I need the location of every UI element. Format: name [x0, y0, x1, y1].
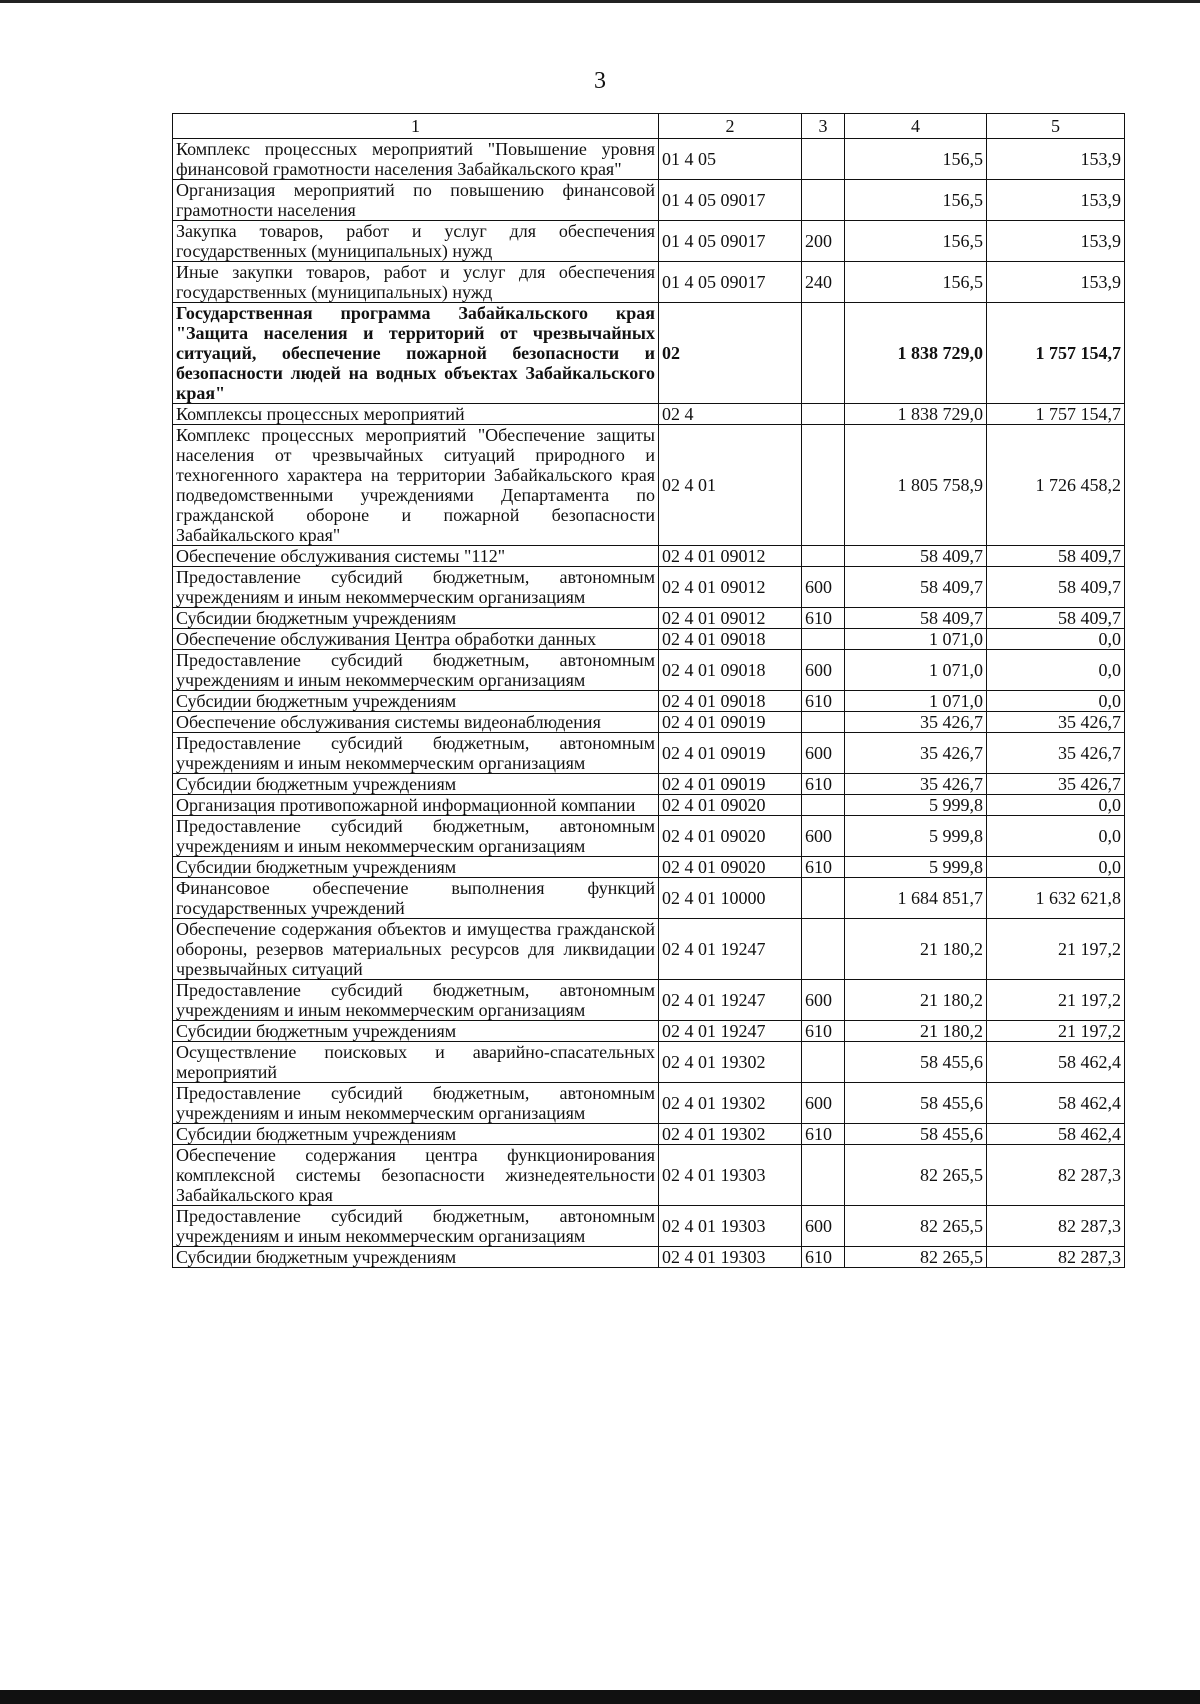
expense-type-code-cell — [802, 180, 845, 221]
table-row — [173, 1247, 1125, 1268]
target-article-code-cell: 01 4 05 09017 — [659, 221, 802, 262]
target-article-code-cell: 02 4 01 — [659, 425, 802, 546]
target-article-code-cell: 01 4 05 09017 — [659, 180, 802, 221]
amount-year-2-cell: 1 757 154,7 — [987, 404, 1125, 425]
table-row — [173, 1206, 1125, 1247]
expense-name-cell: Субсидии бюджетным учреждениям — [173, 774, 659, 795]
table-row — [173, 919, 1125, 980]
amount-year-1-cell: 1 071,0 — [845, 629, 987, 650]
scan-edge-bottom — [0, 1690, 1200, 1704]
amount-year-2-cell: 0,0 — [987, 650, 1125, 691]
expense-type-code-cell — [802, 712, 845, 733]
amount-year-2-cell: 1 632 621,8 — [987, 878, 1125, 919]
target-article-code-cell: 01 4 05 — [659, 139, 802, 180]
amount-year-2-cell: 1 726 458,2 — [987, 425, 1125, 546]
expense-name-cell: Государственная программа Забайкальского края "Защита населения и территорий от чрезвычайных ситуаций, обеспечение пожарной безопасности и безопасности людей на водных объектах Забайкальского края" — [173, 303, 659, 404]
expense-name-cell: Субсидии бюджетным учреждениям — [173, 691, 659, 712]
amount-year-2-cell: 58 409,7 — [987, 546, 1125, 567]
amount-year-2-cell: 21 197,2 — [987, 919, 1125, 980]
table-row — [173, 425, 1125, 546]
amount-year-2-cell: 58 462,4 — [987, 1083, 1125, 1124]
target-article-code-cell: 02 4 01 19247 — [659, 980, 802, 1021]
expense-name-cell: Предоставление субсидий бюджетным, автономным учреждениям и иным некоммерческим организациям — [173, 567, 659, 608]
target-article-code-cell: 02 4 01 09019 — [659, 733, 802, 774]
amount-year-1-cell: 58 409,7 — [845, 546, 987, 567]
amount-year-1-cell: 21 180,2 — [845, 1021, 987, 1042]
target-article-code-cell: 02 4 01 09012 — [659, 546, 802, 567]
target-article-code-cell: 02 4 01 10000 — [659, 878, 802, 919]
table-row — [173, 567, 1125, 608]
expense-type-code-cell: 610 — [802, 608, 845, 629]
target-article-code-cell: 02 4 01 19247 — [659, 1021, 802, 1042]
amount-year-1-cell: 1 684 851,7 — [845, 878, 987, 919]
expense-name-cell: Предоставление субсидий бюджетным, автономным учреждениям и иным некоммерческим организациям — [173, 650, 659, 691]
table-row — [173, 139, 1125, 180]
amount-year-1-cell: 35 426,7 — [845, 712, 987, 733]
expense-name-cell: Закупка товаров, работ и услуг для обеспечения государственных (муниципальных) нужд — [173, 221, 659, 262]
target-article-code-cell: 02 4 01 09018 — [659, 650, 802, 691]
expense-type-code-cell: 600 — [802, 1083, 845, 1124]
budget-table — [172, 113, 1125, 1268]
amount-year-2-cell: 21 197,2 — [987, 980, 1125, 1021]
table-row — [173, 546, 1125, 567]
expense-type-code-cell: 600 — [802, 1206, 845, 1247]
expense-type-code-cell: 610 — [802, 774, 845, 795]
table-row — [173, 1042, 1125, 1083]
amount-year-1-cell: 21 180,2 — [845, 980, 987, 1021]
amount-year-1-cell: 156,5 — [845, 262, 987, 303]
amount-year-2-cell: 82 287,3 — [987, 1145, 1125, 1206]
amount-year-1-cell: 82 265,5 — [845, 1247, 987, 1268]
expense-name-cell: Субсидии бюджетным учреждениям — [173, 608, 659, 629]
column-header-4: 4 — [845, 114, 987, 139]
expense-name-cell: Организация мероприятий по повышению финансовой грамотности населения — [173, 180, 659, 221]
amount-year-1-cell: 1 805 758,9 — [845, 425, 987, 546]
amount-year-1-cell: 82 265,5 — [845, 1145, 987, 1206]
amount-year-1-cell: 1 071,0 — [845, 650, 987, 691]
table-row — [173, 1124, 1125, 1145]
expense-type-code-cell — [802, 1042, 845, 1083]
amount-year-1-cell: 5 999,8 — [845, 816, 987, 857]
target-article-code-cell: 02 4 01 09018 — [659, 691, 802, 712]
target-article-code-cell: 02 4 01 09019 — [659, 774, 802, 795]
expense-name-cell: Предоставление субсидий бюджетным, автономным учреждениям и иным некоммерческим организациям — [173, 1206, 659, 1247]
amount-year-2-cell: 58 409,7 — [987, 608, 1125, 629]
expense-name-cell: Предоставление субсидий бюджетным, автономным учреждениям и иным некоммерческим организациям — [173, 980, 659, 1021]
table-row — [173, 733, 1125, 774]
table-row — [173, 1145, 1125, 1206]
target-article-code-cell: 02 4 01 19247 — [659, 919, 802, 980]
target-article-code-cell: 02 4 01 19302 — [659, 1042, 802, 1083]
amount-year-1-cell: 35 426,7 — [845, 774, 987, 795]
amount-year-2-cell: 0,0 — [987, 691, 1125, 712]
amount-year-1-cell: 82 265,5 — [845, 1206, 987, 1247]
target-article-code-cell: 02 4 01 09020 — [659, 795, 802, 816]
target-article-code-cell: 02 4 — [659, 404, 802, 425]
expense-type-code-cell: 610 — [802, 691, 845, 712]
table-row — [173, 629, 1125, 650]
scan-edge-top — [0, 0, 1200, 3]
expense-type-code-cell: 610 — [802, 1247, 845, 1268]
amount-year-1-cell: 1 838 729,0 — [845, 303, 987, 404]
table-row — [173, 1021, 1125, 1042]
expense-type-code-cell — [802, 425, 845, 546]
table-row — [173, 795, 1125, 816]
amount-year-1-cell: 5 999,8 — [845, 857, 987, 878]
amount-year-1-cell: 58 409,7 — [845, 608, 987, 629]
expense-type-code-cell — [802, 795, 845, 816]
amount-year-1-cell: 156,5 — [845, 180, 987, 221]
amount-year-2-cell: 1 757 154,7 — [987, 303, 1125, 404]
table-row — [173, 404, 1125, 425]
expense-type-code-cell: 610 — [802, 1021, 845, 1042]
table-row — [173, 1083, 1125, 1124]
expense-name-cell: Субсидии бюджетным учреждениям — [173, 857, 659, 878]
expense-type-code-cell: 600 — [802, 567, 845, 608]
target-article-code-cell: 02 4 01 19303 — [659, 1145, 802, 1206]
expense-name-cell: Предоставление субсидий бюджетным, автономным учреждениям и иным некоммерческим организациям — [173, 1083, 659, 1124]
column-header-3: 3 — [802, 114, 845, 139]
table-row — [173, 691, 1125, 712]
amount-year-2-cell: 153,9 — [987, 221, 1125, 262]
amount-year-2-cell: 35 426,7 — [987, 712, 1125, 733]
expense-type-code-cell — [802, 303, 845, 404]
expense-name-cell: Субсидии бюджетным учреждениям — [173, 1021, 659, 1042]
amount-year-1-cell: 156,5 — [845, 221, 987, 262]
expense-name-cell: Обеспечение содержания объектов и имущества гражданской обороны, резервов материальных ресурсов для ликвидации чрезвычайных ситуаций — [173, 919, 659, 980]
expense-type-code-cell — [802, 919, 845, 980]
amount-year-1-cell: 58 455,6 — [845, 1124, 987, 1145]
amount-year-2-cell: 153,9 — [987, 180, 1125, 221]
expense-type-code-cell: 610 — [802, 857, 845, 878]
expense-type-code-cell — [802, 629, 845, 650]
expense-name-cell: Обеспечение обслуживания Центра обработки данных — [173, 629, 659, 650]
target-article-code-cell: 02 4 01 09020 — [659, 816, 802, 857]
table-row — [173, 980, 1125, 1021]
expense-type-code-cell — [802, 878, 845, 919]
amount-year-1-cell: 1 071,0 — [845, 691, 987, 712]
amount-year-2-cell: 21 197,2 — [987, 1021, 1125, 1042]
expense-type-code-cell: 600 — [802, 650, 845, 691]
amount-year-2-cell: 58 409,7 — [987, 567, 1125, 608]
column-header-5: 5 — [987, 114, 1125, 139]
amount-year-2-cell: 153,9 — [987, 262, 1125, 303]
table-row — [173, 857, 1125, 878]
expense-name-cell: Субсидии бюджетным учреждениям — [173, 1247, 659, 1268]
expense-name-cell: Субсидии бюджетным учреждениям — [173, 1124, 659, 1145]
table-row — [173, 774, 1125, 795]
amount-year-1-cell: 58 455,6 — [845, 1083, 987, 1124]
expense-name-cell: Осуществление поисковых и аварийно-спасательных мероприятий — [173, 1042, 659, 1083]
expense-name-cell: Обеспечение содержания центра функционирования комплексной системы безопасности жизнедеятельности Забайкальского края — [173, 1145, 659, 1206]
amount-year-2-cell: 58 462,4 — [987, 1042, 1125, 1083]
table-row — [173, 221, 1125, 262]
table-row — [173, 303, 1125, 404]
page-number: 3 — [594, 68, 606, 94]
target-article-code-cell: 02 4 01 19303 — [659, 1206, 802, 1247]
column-header-2: 2 — [659, 114, 802, 139]
amount-year-1-cell: 58 409,7 — [845, 567, 987, 608]
target-article-code-cell: 02 4 01 19302 — [659, 1124, 802, 1145]
expense-type-code-cell — [802, 404, 845, 425]
table-row — [173, 816, 1125, 857]
target-article-code-cell: 02 — [659, 303, 802, 404]
expense-name-cell: Предоставление субсидий бюджетным, автономным учреждениям и иным некоммерческим организациям — [173, 733, 659, 774]
target-article-code-cell: 02 4 01 09012 — [659, 608, 802, 629]
amount-year-2-cell: 0,0 — [987, 629, 1125, 650]
amount-year-2-cell: 35 426,7 — [987, 733, 1125, 774]
amount-year-1-cell: 35 426,7 — [845, 733, 987, 774]
amount-year-2-cell: 153,9 — [987, 139, 1125, 180]
target-article-code-cell: 02 4 01 19302 — [659, 1083, 802, 1124]
target-article-code-cell: 02 4 01 09018 — [659, 629, 802, 650]
expense-type-code-cell — [802, 1145, 845, 1206]
target-article-code-cell: 02 4 01 09019 — [659, 712, 802, 733]
amount-year-1-cell: 156,5 — [845, 139, 987, 180]
expense-type-code-cell: 240 — [802, 262, 845, 303]
amount-year-1-cell: 21 180,2 — [845, 919, 987, 980]
amount-year-2-cell: 82 287,3 — [987, 1206, 1125, 1247]
expense-name-cell: Обеспечение обслуживания системы "112" — [173, 546, 659, 567]
expense-type-code-cell: 600 — [802, 980, 845, 1021]
expense-name-cell: Иные закупки товаров, работ и услуг для обеспечения государственных (муниципальных) нужд — [173, 262, 659, 303]
expense-type-code-cell: 600 — [802, 816, 845, 857]
expense-name-cell: Комплексы процессных мероприятий — [173, 404, 659, 425]
expense-type-code-cell — [802, 139, 845, 180]
expense-type-code-cell: 610 — [802, 1124, 845, 1145]
table-body — [173, 139, 1125, 1268]
amount-year-2-cell: 0,0 — [987, 795, 1125, 816]
table-row — [173, 262, 1125, 303]
amount-year-2-cell: 0,0 — [987, 816, 1125, 857]
amount-year-1-cell: 1 838 729,0 — [845, 404, 987, 425]
table-header-row — [173, 114, 1125, 139]
table-row — [173, 712, 1125, 733]
amount-year-2-cell: 35 426,7 — [987, 774, 1125, 795]
expense-type-code-cell — [802, 546, 845, 567]
expense-name-cell: Организация противопожарной информационной компании — [173, 795, 659, 816]
table-row — [173, 878, 1125, 919]
expense-name-cell: Финансовое обеспечение выполнения функций государственных учреждений — [173, 878, 659, 919]
amount-year-2-cell: 0,0 — [987, 857, 1125, 878]
expense-name-cell: Комплекс процессных мероприятий "Обеспечение защиты населения от чрезвычайных ситуаций природного и техногенного характера на территории Забайкальского края подведомственными учреждениями Департамента по гражданской обороне и пожарной безопасности Забайкальского края" — [173, 425, 659, 546]
table-row — [173, 650, 1125, 691]
expense-type-code-cell: 600 — [802, 733, 845, 774]
expense-name-cell: Предоставление субсидий бюджетным, автономным учреждениям и иным некоммерческим организациям — [173, 816, 659, 857]
target-article-code-cell: 01 4 05 09017 — [659, 262, 802, 303]
table-row — [173, 608, 1125, 629]
expense-type-code-cell: 200 — [802, 221, 845, 262]
table-row — [173, 180, 1125, 221]
amount-year-1-cell: 5 999,8 — [845, 795, 987, 816]
target-article-code-cell: 02 4 01 09020 — [659, 857, 802, 878]
target-article-code-cell: 02 4 01 09012 — [659, 567, 802, 608]
expense-name-cell: Обеспечение обслуживания системы видеонаблюдения — [173, 712, 659, 733]
target-article-code-cell: 02 4 01 19303 — [659, 1247, 802, 1268]
amount-year-1-cell: 58 455,6 — [845, 1042, 987, 1083]
amount-year-2-cell: 82 287,3 — [987, 1247, 1125, 1268]
column-header-1: 1 — [173, 114, 659, 139]
expense-name-cell: Комплекс процессных мероприятий "Повышение уровня финансовой грамотности населения Забайкальского края" — [173, 139, 659, 180]
amount-year-2-cell: 58 462,4 — [987, 1124, 1125, 1145]
